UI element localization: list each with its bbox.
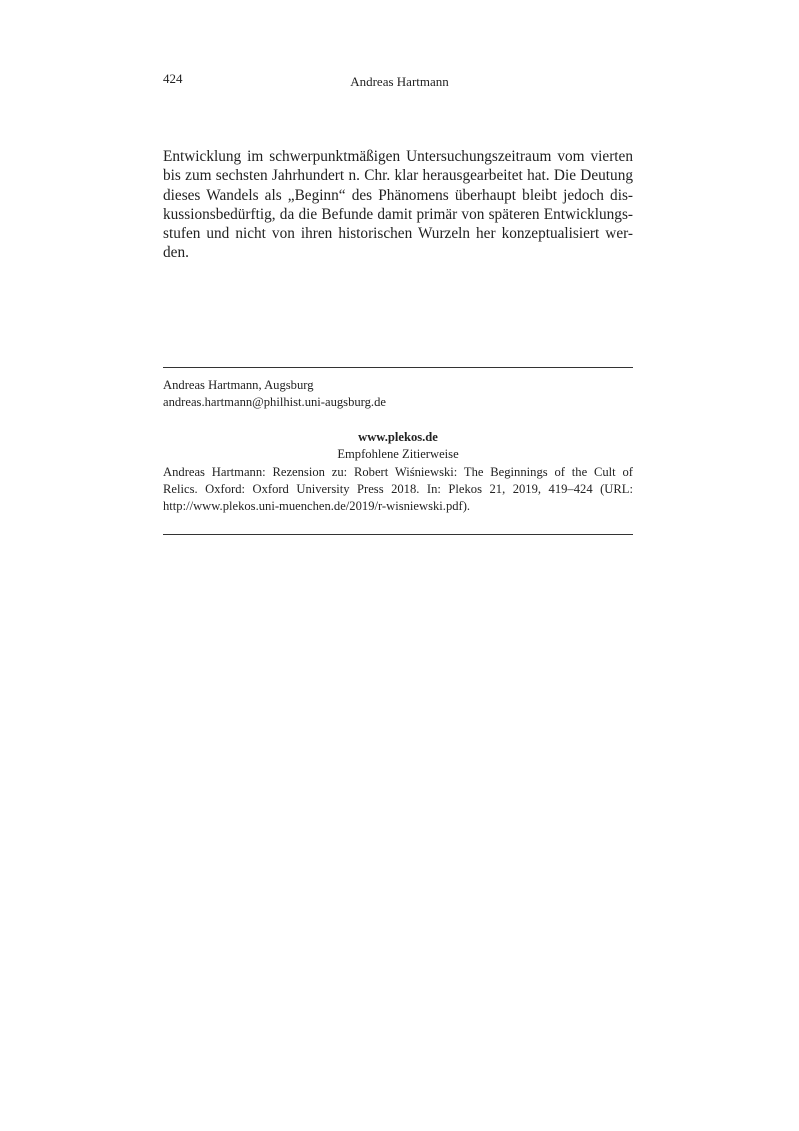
body-line: stufen und nicht von ihren historischen Wurzeln her konzeptualisiert wer- [163,225,633,243]
body-line: Entwicklung im schwerpunktmäßigen Untersuchungszeitraum vom vierten [163,148,633,165]
body-line: den. [163,244,189,262]
divider-top [163,367,633,368]
author-name-place: Andreas Hartmann, Augsburg [163,378,314,392]
divider-bottom [163,534,633,535]
page-number: 424 [163,71,183,86]
citation-text [163,464,633,515]
body-line: dieses Wandels als „Beginn“ des Phänomens überhaupt bleibt jedoch dis- [163,186,633,204]
citation-heading: Empfohlene Zitierweise [337,447,459,461]
citation-url[interactable]: http://www.plekos.uni-muenchen.de/2019/r-wisniewski.pdf). [163,499,471,513]
site-link[interactable]: www.plekos.de [358,430,438,444]
citation-line: Relics. Oxford: Oxford University Press 2018. In: Plekos 21, 2019, 419–424 (URL: [163,482,633,496]
author-block [163,377,633,411]
body-line: kussionsbedürftig, da die Befunde damit primär von späteren Entwicklungs- [163,205,633,223]
body-paragraph [163,147,633,263]
citation-line: Andreas Hartmann: Rezension zu: Robert Wiśniewski: The Beginnings of the Cult of [163,465,633,479]
running-head: Andreas Hartmann [350,74,449,89]
author-email[interactable]: andreas.hartmann@philhist.uni-augsburg.de [163,395,386,409]
body-line: bis zum sechsten Jahrhundert n. Chr. klar herausgearbeitet hat. Die Deutung [163,167,633,185]
